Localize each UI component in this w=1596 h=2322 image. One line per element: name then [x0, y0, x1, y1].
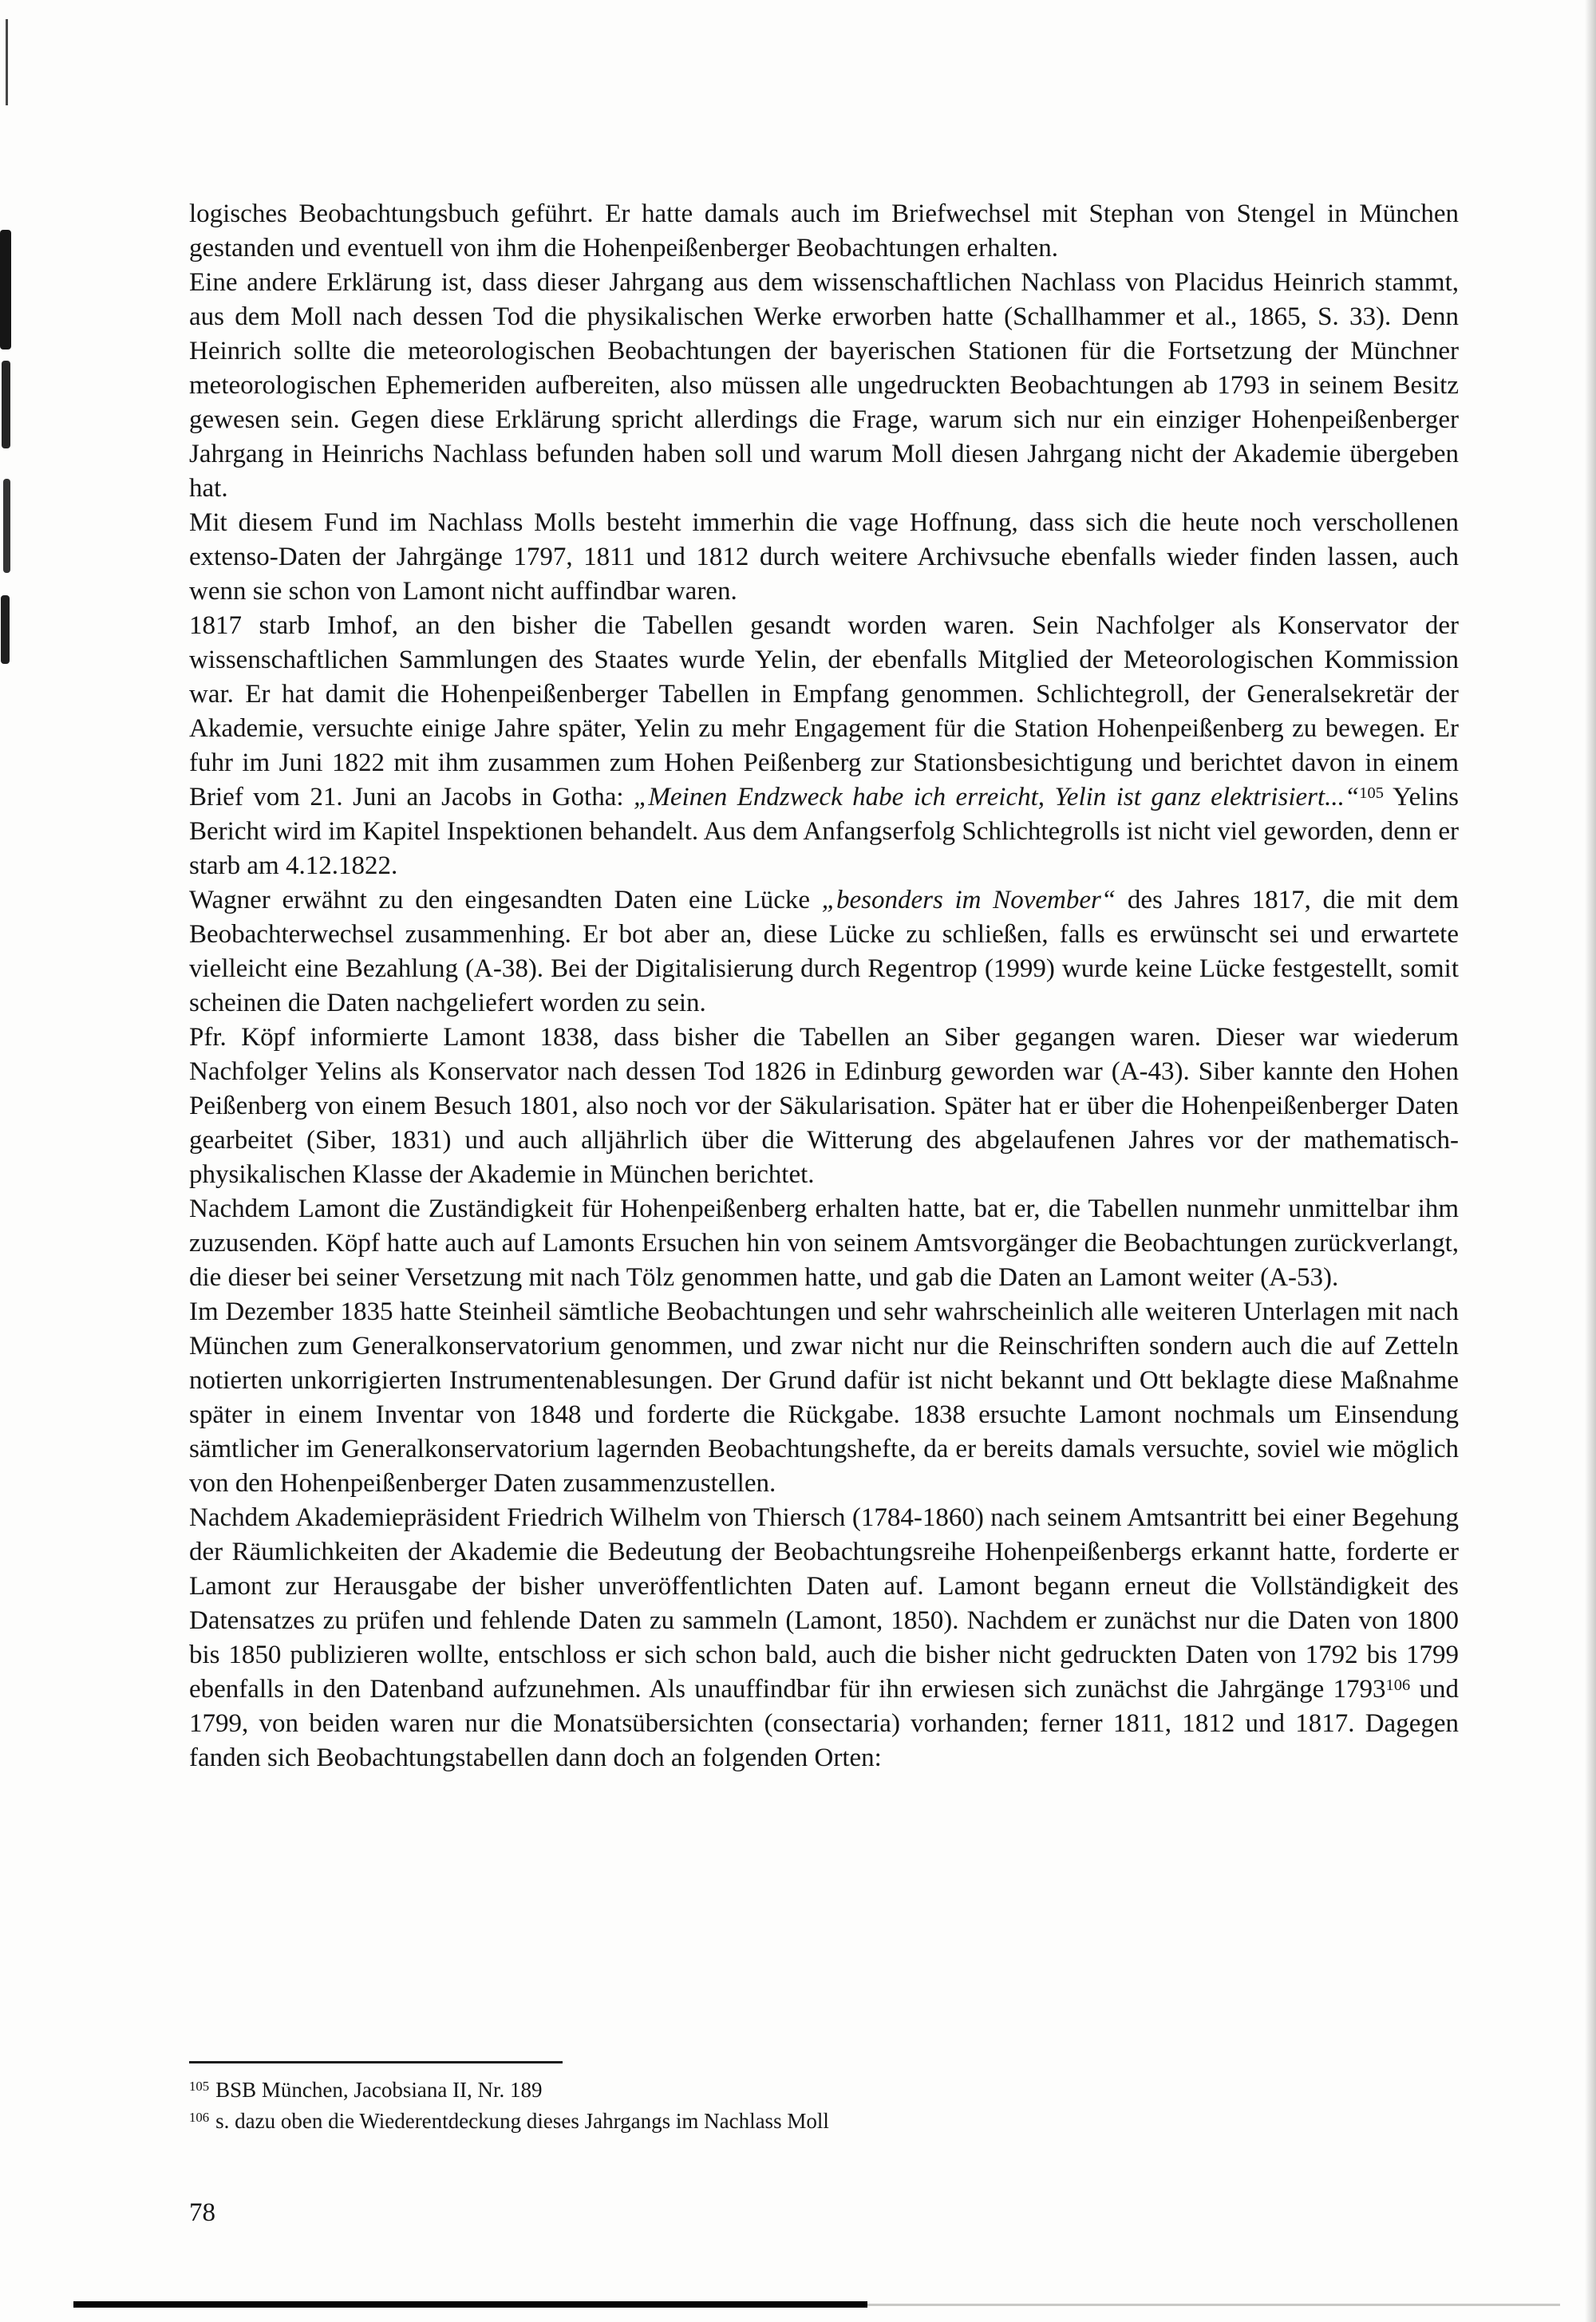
- scan-artifact: [867, 2304, 1560, 2306]
- footnotes: [189, 2075, 1459, 2137]
- scan-artifact: [1, 595, 10, 664]
- footnote-marker: 106: [189, 2110, 210, 2126]
- paragraph-9: Nachdem Akademiepräsident Friedrich Wilhelm von Thiersch (1784-1860) nach seinem Amtsantritt bei einer Begehung der Räumlichkeiten der Akademie die Bedeutung der Beobachtungsreihe Hohenpeißenbergs erkannt hatte, forderte er Lamont zur Herausgabe der bisher unveröffentlichten Daten auf. Lamont begann erneut die Vollständigkeit des Datensatzes zu prüfen und fehlende Daten zu sammeln (Lamont, 1850). Nachdem er zunächst nur die Daten von 1800 bis 1850 publizieren wollte, entschloss er sich schon bald, auch die bisher nicht gedruckten Daten von 1792 bis 1799 ebenfalls in den Datenband aufzunehmen. Als unauffindbar für ihn erwiesen sich zunächst die Jahrgänge 1793$^{106}$ und 1799, von beiden waren nur die Monatsübersichten (consectaria) vorhanden; ferner 1811, 1812 und 1817. Dagegen fanden sich Beobachtungstabellen dann doch an folgenden Orten:: [189, 1503, 1459, 1772]
- scan-edge-shadow: [1585, 0, 1596, 2322]
- paragraph-5: Wagner erwähnt zu den eingesandten Daten eine Lücke „besonders im November“ des Jahres 1817, die mit dem Beobachterwechsel zusammenhing. Er bot aber an, diese Lücke zu schließen, falls es erwünscht sei und erwartete vielleicht eine Bezahlung (A-38). Bei der Digitalisierung durch Regentrop (1999) wurde keine Lücke festgestellt, somit scheinen die Daten nachgeliefert worden zu sein.: [189, 886, 1459, 1017]
- paragraph-2: Eine andere Erklärung ist, dass dieser Jahrgang aus dem wissenschaftlichen Nachlass von Placidus Heinrich stammt, aus dem Moll nach dessen Tod die physikalischen Werke erworben hatte (Schallhammer et al., 1865, S. 33). Denn Heinrich sollte die meteorologischen Beobachtungen der bayerischen Stationen für die Fortsetzung der Münchner meteorologischen Ephemeriden aufbereiten, also müssen alle ungedruckten Beobachtungen ab 1793 in seinem Besitz gewesen sein. Gegen diese Erklärung spricht allerdings die Frage, warum sich nur ein einziger Hohenpeißenberger Jahrgang in Heinrichs Nachlass befunden haben soll und warum Moll diesen Jahrgang nicht der Akademie übergeben hat.: [189, 268, 1459, 503]
- footnote-text: s. dazu oben die Wiederentdeckung dieses Jahrgangs im Nachlass Moll: [215, 2109, 829, 2133]
- paragraph-8: Im Dezember 1835 hatte Steinheil sämtliche Beobachtungen und sehr wahrscheinlich alle weiteren Unterlagen mit nach München zum Generalkonservatorium genommen, und zwar nicht nur die Reinschriften sondern auch die auf Zetteln notierten unkorrigierten Instrumentenablesungen. Der Grund dafür ist nicht bekannt und Ott beklagte diese Maßnahme später in einem Inventar von 1848 und forderte die Rückgabe. 1838 ersuchte Lamont nochmals um Einsendung sämtlicher im Generalkonservatorium lagernden Beobachtungshefte, da er bereits damals versuchte, soviel wie möglich von den Hohenpeißenberger Daten zusammenzustellen.: [189, 1297, 1459, 1498]
- page-number: 78: [189, 2198, 215, 2227]
- footnote-text: BSB München, Jacobsiana II, Nr. 189: [215, 2078, 543, 2102]
- paragraph-4: 1817 starb Imhof, an den bisher die Tabellen gesandt worden waren. Sein Nachfolger als Konservator der wissenschaftlichen Sammlungen des Staates wurde Yelin, der ebenfalls Mitglied der Meteorologischen Kommission war. Er hat damit die Hohenpeißenberger Tabellen in Empfang genommen. Schlichtegroll, der Generalsekretär der Akademie, versuchte einige Jahre später, Yelin zu mehr Engagement für die Station Hohenpeißenberg zu bewegen. Er fuhr im Juni 1822 mit ihm zusammen zum Hohen Peißenberg zur Stationsbesichtigung und berichtet davon in einem Brief vom 21. Juni an Jacobs in Gotha: „Meinen Endzweck habe ich erreicht, Yelin ist ganz elektrisiert...“$^{105}$ Yelins Bericht wird im Kapitel Inspektionen behandelt. Aus dem Anfangserfolg Schlichtegrolls ist nicht viel geworden, denn er starb am 4.12.1822.: [189, 611, 1459, 880]
- footnote-separator: [189, 2061, 563, 2063]
- scan-artifact: [3, 479, 10, 573]
- paragraph-6: Pfr. Köpf informierte Lamont 1838, dass bisher die Tabellen an Siber gegangen waren. Dieser war wiederum Nachfolger Yelins als Konservator nach dessen Tod 1826 in Edinburg geworden war (A-43). Siber kannte den Hohen Peißenberg von einem Besuch 1801, also noch vor der Säkularisation. Später hat er über die Hohenpeißenberger Daten gearbeitet (Siber, 1831) und auch alljährlich über die Witterung des abgelaufenen Jahres vor der mathematisch-physikalischen Klasse der Akademie in München berichtet.: [189, 1023, 1459, 1189]
- paragraph-1: logisches Beobachtungsbuch geführt. Er hatte damals auch im Briefwechsel mit Stephan von Stengel in München gestanden und eventuell von ihm die Hohenpeißenberger Beobachtungen erhalten.: [189, 199, 1459, 263]
- scan-artifact: [0, 230, 11, 349]
- scan-artifact: [6, 19, 8, 105]
- paragraph-3: Mit diesem Fund im Nachlass Molls besteht immerhin die vage Hoffnung, dass sich die heute noch verschollenen extenso-Daten der Jahrgänge 1797, 1811 und 1812 durch weitere Archivsuche ebenfalls wieder finden lassen, auch wenn sie schon von Lamont nicht auffindbar waren.: [189, 508, 1459, 606]
- scan-artifact: [73, 2301, 867, 2308]
- footnote-106: [189, 2106, 1459, 2137]
- footnote-marker: 105: [189, 2079, 210, 2095]
- body-text: [189, 197, 1459, 1775]
- paragraph-7: Nachdem Lamont die Zuständigkeit für Hohenpeißenberg erhalten hatte, bat er, die Tabellen nunmehr unmittelbar ihm zuzusenden. Köpf hatte auch auf Lamonts Ersuchen hin von seinem Amtsvorgänger die Beobachtungen zurückverlangt, die dieser bei seiner Versetzung mit nach Tölz genommen hatte, und gab die Daten an Lamont weiter (A-53).: [189, 1195, 1459, 1292]
- footnote-105: [189, 2075, 1459, 2106]
- scan-artifact: [2, 361, 10, 448]
